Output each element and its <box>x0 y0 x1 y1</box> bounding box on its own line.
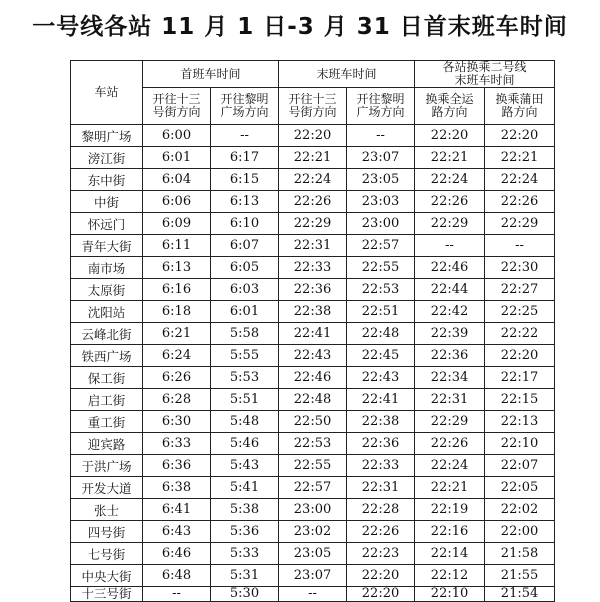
table-row <box>71 235 555 257</box>
table-row <box>71 499 555 521</box>
cell-last-to-shisanhao: 22:57 <box>279 477 347 499</box>
cell-last-to-liming: 22:53 <box>347 279 415 301</box>
cell-station: 于洪广场 <box>71 455 143 477</box>
cell-last-to-liming: 22:33 <box>347 455 415 477</box>
cell-last-to-liming: 23:03 <box>347 191 415 213</box>
cell-first-to-shisanhao: 6:43 <box>143 521 211 543</box>
cell-last-to-shisanhao: 22:46 <box>279 367 347 389</box>
header-first-train: 首班车时间 <box>143 61 279 88</box>
cell-last-to-shisanhao: 22:26 <box>279 191 347 213</box>
cell-last-to-liming: 22:51 <box>347 301 415 323</box>
header-last-to-shisanhao: 开往十三 号街方向 <box>279 88 347 125</box>
table-row <box>71 367 555 389</box>
cell-last-to-liming: 22:38 <box>347 411 415 433</box>
cell-last-to-liming: 22:45 <box>347 345 415 367</box>
cell-first-to-liming: 5:41 <box>211 477 279 499</box>
cell-transfer-putian: 21:55 <box>485 565 555 587</box>
cell-last-to-liming: 23:05 <box>347 169 415 191</box>
cell-last-to-shisanhao: 22:53 <box>279 433 347 455</box>
table-row <box>71 433 555 455</box>
cell-first-to-liming: 6:07 <box>211 235 279 257</box>
cell-first-to-shisanhao: -- <box>143 587 211 602</box>
cell-transfer-quanyun: 22:34 <box>415 367 485 389</box>
cell-transfer-putian: 21:54 <box>485 587 555 602</box>
cell-transfer-putian: 22:25 <box>485 301 555 323</box>
cell-transfer-putian: 22:21 <box>485 147 555 169</box>
table-row <box>71 257 555 279</box>
cell-last-to-shisanhao: 22:50 <box>279 411 347 433</box>
cell-station: 启工街 <box>71 389 143 411</box>
cell-transfer-putian: 22:20 <box>485 125 555 147</box>
cell-first-to-liming: 6:05 <box>211 257 279 279</box>
cell-first-to-shisanhao: 6:46 <box>143 543 211 565</box>
cell-first-to-liming: 5:46 <box>211 433 279 455</box>
cell-last-to-liming: 22:26 <box>347 521 415 543</box>
cell-station: 怀远门 <box>71 213 143 235</box>
cell-station: 四号街 <box>71 521 143 543</box>
cell-transfer-quanyun: 22:21 <box>415 147 485 169</box>
table-row <box>71 301 555 323</box>
cell-first-to-liming: 5:43 <box>211 455 279 477</box>
cell-transfer-quanyun: 22:29 <box>415 411 485 433</box>
cell-transfer-putian: 22:13 <box>485 411 555 433</box>
cell-transfer-putian: 22:30 <box>485 257 555 279</box>
cell-first-to-shisanhao: 6:18 <box>143 301 211 323</box>
cell-transfer-quanyun: 22:26 <box>415 191 485 213</box>
cell-transfer-putian: 22:17 <box>485 367 555 389</box>
cell-last-to-liming: 22:43 <box>347 367 415 389</box>
cell-first-to-shisanhao: 6:11 <box>143 235 211 257</box>
cell-station: 南市场 <box>71 257 143 279</box>
cell-first-to-shisanhao: 6:16 <box>143 279 211 301</box>
cell-last-to-liming: 22:57 <box>347 235 415 257</box>
cell-first-to-liming: 6:17 <box>211 147 279 169</box>
cell-last-to-shisanhao: 22:20 <box>279 125 347 147</box>
cell-first-to-liming: 6:01 <box>211 301 279 323</box>
table-row <box>71 125 555 147</box>
cell-transfer-quanyun: 22:39 <box>415 323 485 345</box>
cell-last-to-liming: 22:28 <box>347 499 415 521</box>
table-row <box>71 213 555 235</box>
cell-first-to-liming: 5:33 <box>211 543 279 565</box>
table-row <box>71 279 555 301</box>
cell-last-to-shisanhao: 23:02 <box>279 521 347 543</box>
cell-first-to-shisanhao: 6:48 <box>143 565 211 587</box>
cell-last-to-liming: 23:07 <box>347 147 415 169</box>
cell-transfer-putian: 22:00 <box>485 521 555 543</box>
table-row <box>71 191 555 213</box>
cell-transfer-putian: 22:24 <box>485 169 555 191</box>
header-last-train: 末班车时间 <box>279 61 415 88</box>
cell-station: 沈阳站 <box>71 301 143 323</box>
cell-last-to-liming: 22:20 <box>347 587 415 602</box>
cell-transfer-quanyun: 22:19 <box>415 499 485 521</box>
cell-first-to-shisanhao: 6:04 <box>143 169 211 191</box>
cell-first-to-liming: 6:03 <box>211 279 279 301</box>
cell-transfer-quanyun: 22:42 <box>415 301 485 323</box>
cell-transfer-quanyun: 22:20 <box>415 125 485 147</box>
cell-first-to-liming: -- <box>211 125 279 147</box>
cell-station: 东中街 <box>71 169 143 191</box>
cell-transfer-quanyun: 22:24 <box>415 455 485 477</box>
cell-transfer-putian: 22:15 <box>485 389 555 411</box>
cell-transfer-quanyun: 22:36 <box>415 345 485 367</box>
cell-last-to-shisanhao: 22:48 <box>279 389 347 411</box>
header-station: 车站 <box>71 61 143 125</box>
cell-transfer-quanyun: 22:12 <box>415 565 485 587</box>
cell-transfer-putian: 22:29 <box>485 213 555 235</box>
table-row <box>71 169 555 191</box>
cell-transfer-quanyun: -- <box>415 235 485 257</box>
cell-last-to-shisanhao: 23:00 <box>279 499 347 521</box>
cell-transfer-putian: 22:05 <box>485 477 555 499</box>
cell-transfer-quanyun: 22:10 <box>415 587 485 602</box>
cell-first-to-shisanhao: 6:28 <box>143 389 211 411</box>
table-row <box>71 411 555 433</box>
cell-last-to-shisanhao: 22:31 <box>279 235 347 257</box>
cell-first-to-liming: 5:38 <box>211 499 279 521</box>
cell-last-to-liming: 22:23 <box>347 543 415 565</box>
cell-transfer-quanyun: 22:31 <box>415 389 485 411</box>
table-row <box>71 147 555 169</box>
cell-transfer-quanyun: 22:46 <box>415 257 485 279</box>
cell-last-to-liming: 22:48 <box>347 323 415 345</box>
header-transfer-putian: 换乘蒲田 路方向 <box>485 88 555 125</box>
cell-last-to-shisanhao: 22:41 <box>279 323 347 345</box>
cell-station: 中央大街 <box>71 565 143 587</box>
cell-first-to-liming: 5:55 <box>211 345 279 367</box>
cell-transfer-quanyun: 22:29 <box>415 213 485 235</box>
cell-last-to-liming: 22:31 <box>347 477 415 499</box>
cell-last-to-liming: -- <box>347 125 415 147</box>
cell-first-to-shisanhao: 6:26 <box>143 367 211 389</box>
cell-transfer-putian: 22:27 <box>485 279 555 301</box>
cell-station: 青年大街 <box>71 235 143 257</box>
page-title: 一号线各站 11 月 1 日-3 月 31 日首末班车时间 <box>32 14 568 40</box>
cell-first-to-shisanhao: 6:38 <box>143 477 211 499</box>
cell-station: 滂江街 <box>71 147 143 169</box>
cell-first-to-shisanhao: 6:00 <box>143 125 211 147</box>
table-row <box>71 477 555 499</box>
cell-station: 云峰北街 <box>71 323 143 345</box>
cell-station: 张士 <box>71 499 143 521</box>
cell-station: 十三号街 <box>71 587 143 602</box>
cell-first-to-shisanhao: 6:13 <box>143 257 211 279</box>
header-transfer-quanyun: 换乘全运 路方向 <box>415 88 485 125</box>
cell-last-to-shisanhao: 22:43 <box>279 345 347 367</box>
header-last-to-liming: 开往黎明 广场方向 <box>347 88 415 125</box>
cell-last-to-shisanhao: 22:24 <box>279 169 347 191</box>
cell-transfer-quanyun: 22:21 <box>415 477 485 499</box>
cell-station: 铁西广场 <box>71 345 143 367</box>
cell-transfer-putian: -- <box>485 235 555 257</box>
table-row <box>71 323 555 345</box>
cell-first-to-liming: 5:51 <box>211 389 279 411</box>
cell-last-to-shisanhao: 23:07 <box>279 565 347 587</box>
cell-first-to-liming: 5:58 <box>211 323 279 345</box>
cell-last-to-shisanhao: 23:05 <box>279 543 347 565</box>
cell-first-to-liming: 5:48 <box>211 411 279 433</box>
cell-transfer-quanyun: 22:16 <box>415 521 485 543</box>
cell-first-to-shisanhao: 6:21 <box>143 323 211 345</box>
cell-first-to-shisanhao: 6:06 <box>143 191 211 213</box>
cell-first-to-liming: 5:36 <box>211 521 279 543</box>
cell-first-to-liming: 6:13 <box>211 191 279 213</box>
table-row <box>71 521 555 543</box>
cell-first-to-liming: 5:31 <box>211 565 279 587</box>
cell-transfer-putian: 22:22 <box>485 323 555 345</box>
table-row <box>71 345 555 367</box>
timetable <box>70 60 555 602</box>
timetable-body <box>71 125 555 602</box>
table-row <box>71 565 555 587</box>
cell-first-to-liming: 5:53 <box>211 367 279 389</box>
cell-station: 黎明广场 <box>71 125 143 147</box>
cell-first-to-shisanhao: 6:41 <box>143 499 211 521</box>
table-row <box>71 389 555 411</box>
cell-last-to-liming: 22:41 <box>347 389 415 411</box>
cell-last-to-liming: 22:55 <box>347 257 415 279</box>
table-row <box>71 455 555 477</box>
header-first-to-liming: 开往黎明 广场方向 <box>211 88 279 125</box>
cell-first-to-shisanhao: 6:33 <box>143 433 211 455</box>
cell-first-to-liming: 6:10 <box>211 213 279 235</box>
cell-transfer-quanyun: 22:14 <box>415 543 485 565</box>
cell-transfer-quanyun: 22:44 <box>415 279 485 301</box>
cell-station: 迎宾路 <box>71 433 143 455</box>
cell-transfer-quanyun: 22:26 <box>415 433 485 455</box>
cell-transfer-putian: 22:07 <box>485 455 555 477</box>
cell-last-to-shisanhao: 22:21 <box>279 147 347 169</box>
cell-station: 重工街 <box>71 411 143 433</box>
cell-transfer-putian: 21:58 <box>485 543 555 565</box>
cell-station: 太原街 <box>71 279 143 301</box>
cell-transfer-putian: 22:02 <box>485 499 555 521</box>
cell-last-to-liming: 23:00 <box>347 213 415 235</box>
cell-transfer-putian: 22:20 <box>485 345 555 367</box>
cell-first-to-shisanhao: 6:30 <box>143 411 211 433</box>
cell-station: 开发大道 <box>71 477 143 499</box>
cell-first-to-shisanhao: 6:24 <box>143 345 211 367</box>
cell-station: 保工街 <box>71 367 143 389</box>
cell-transfer-putian: 22:26 <box>485 191 555 213</box>
table-row <box>71 543 555 565</box>
header-first-to-shisanhao: 开往十三 号街方向 <box>143 88 211 125</box>
cell-first-to-liming: 5:30 <box>211 587 279 602</box>
cell-last-to-shisanhao: 22:55 <box>279 455 347 477</box>
cell-first-to-liming: 6:15 <box>211 169 279 191</box>
cell-first-to-shisanhao: 6:09 <box>143 213 211 235</box>
cell-transfer-putian: 22:10 <box>485 433 555 455</box>
cell-last-to-shisanhao: 22:36 <box>279 279 347 301</box>
cell-first-to-shisanhao: 6:01 <box>143 147 211 169</box>
cell-last-to-liming: 22:36 <box>347 433 415 455</box>
cell-station: 中街 <box>71 191 143 213</box>
cell-station: 七号街 <box>71 543 143 565</box>
header-transfer: 各站换乘二号线 末班车时间 <box>415 61 555 88</box>
cell-last-to-liming: 22:20 <box>347 565 415 587</box>
cell-last-to-shisanhao: 22:33 <box>279 257 347 279</box>
cell-transfer-quanyun: 22:24 <box>415 169 485 191</box>
cell-first-to-shisanhao: 6:36 <box>143 455 211 477</box>
cell-last-to-shisanhao: 22:38 <box>279 301 347 323</box>
cell-last-to-shisanhao: 22:29 <box>279 213 347 235</box>
cell-last-to-shisanhao: -- <box>279 587 347 602</box>
table-row <box>71 587 555 602</box>
